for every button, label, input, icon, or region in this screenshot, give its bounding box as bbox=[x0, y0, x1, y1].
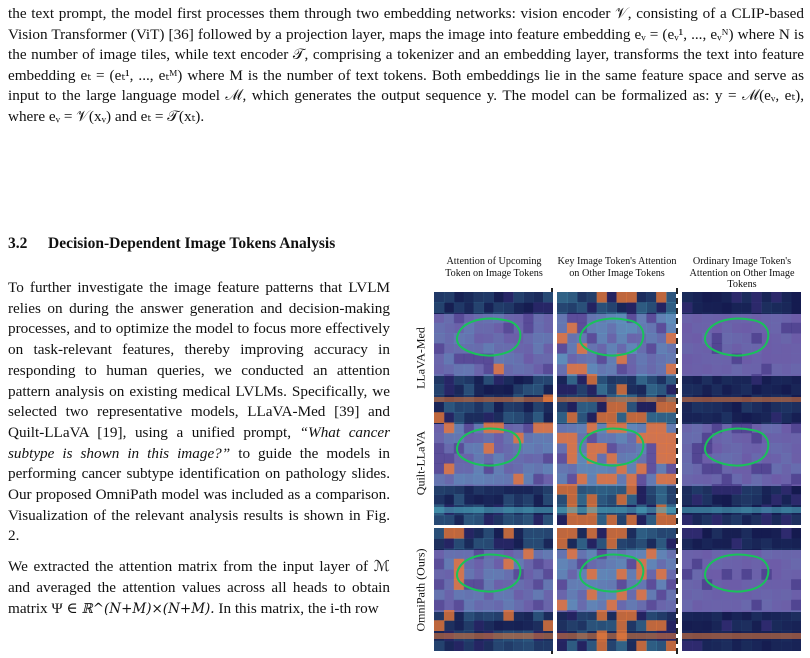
row-label-omnipath: OmniPath (Ours) bbox=[413, 548, 428, 631]
attention-heatmap-panel bbox=[682, 292, 801, 415]
column-header-key-token: Key Image Token's Attention on Other Image Tokens bbox=[557, 256, 677, 279]
paragraph-text-continued: In this matrix, the i-th row bbox=[218, 599, 379, 617]
column-header-ordinary-token: Ordinary Image Token's Attention on Other Image Tokens bbox=[689, 256, 795, 290]
section-heading bbox=[8, 235, 335, 253]
paragraph-attention-matrix bbox=[8, 557, 390, 619]
attention-heatmap-panel bbox=[682, 402, 801, 525]
paragraph-text: To further investigate the image feature patterns that LVLM relies on during the answer generation and decision-making processes, and to optimize the model to focus more effectively on task-relevant features, thereby improving accuracy in responding to human queries, we conducted an attention pattern analysis on existing medical LVLMs. Specifically, we selected two representative models, LLaVA-Med [39] and Quilt-LLaVA [19], using a unified prompt, bbox=[8, 279, 390, 441]
attention-heatmap-panel bbox=[557, 528, 676, 651]
attention-heatmap-panel bbox=[434, 292, 553, 415]
paragraph-attention-analysis bbox=[8, 278, 390, 547]
attention-heatmap-panel bbox=[557, 292, 676, 415]
paragraph-text-continued: to guide the models in performing cancer subtype identification on pathology slides. Our proposed OmniPath model was included as a comparison. Visualization of the relevant analysis results is shown in Fig. 2. bbox=[8, 444, 391, 545]
attention-heatmap bbox=[557, 402, 676, 525]
attention-heatmap bbox=[682, 528, 801, 651]
attention-heatmap bbox=[434, 292, 553, 415]
section-title: Decision-Dependent Image Tokens Analysis bbox=[48, 235, 336, 252]
body-text-column bbox=[8, 278, 390, 619]
attention-heatmap bbox=[682, 292, 801, 415]
attention-heatmap-panel bbox=[434, 528, 553, 651]
attention-heatmap-panel bbox=[434, 402, 553, 525]
attention-heatmap bbox=[434, 528, 553, 651]
paragraph-text: We extracted the attention matrix from the input layer of ℳ and averaged the attention values across all heads to obtain matrix Ψ ∈ bbox=[8, 558, 390, 617]
attention-heatmap-panel bbox=[557, 402, 676, 525]
row-label-quilt-llava: Quilt-LLaVA bbox=[413, 430, 428, 495]
row-label-llava-med: LLaVA-Med bbox=[413, 326, 428, 389]
attention-heatmap bbox=[434, 402, 553, 525]
matrix-dimension-math: ℝ^(N+M)×(N+M). bbox=[81, 600, 215, 617]
prompt-quote: “What cancer subtype is shown in this image?” bbox=[8, 423, 391, 462]
attention-heatmap bbox=[557, 292, 676, 415]
attention-heatmap bbox=[557, 528, 676, 651]
attention-heatmap-panel bbox=[682, 528, 801, 651]
attention-figure bbox=[412, 256, 808, 656]
attention-heatmap bbox=[682, 402, 801, 525]
intro-paragraph: the text prompt, the model first processes them through two embedding networks: vision encoder 𝒱, consisting of a CLIP-based Vision Transformer (ViT) [36] followed by a projection layer, maps the image into feature embedding eᵥ = (eᵥ¹, ..., eᵥᴺ) where N is the number of image tiles, while text encoder 𝒯, comprising a tokenizer and an embedding layer, transforms the text into feature embedding eₜ = (eₜ¹, ..., eₜᴹ) where M is the number of text tokens. Both embeddings lie in the same feature space and serve as input to the large language model ℳ, which generates the output sequence y. The model can be formalized as: y = ℳ(eᵥ, eₜ), where eᵥ = 𝒱(xᵥ) and eₜ = 𝒯(xₜ). bbox=[8, 5, 804, 125]
section-number: 3.2 bbox=[8, 235, 28, 252]
column-divider bbox=[676, 288, 678, 654]
column-header-upcoming-token: Attention of Upcoming Token on Image Tokens bbox=[445, 256, 543, 279]
